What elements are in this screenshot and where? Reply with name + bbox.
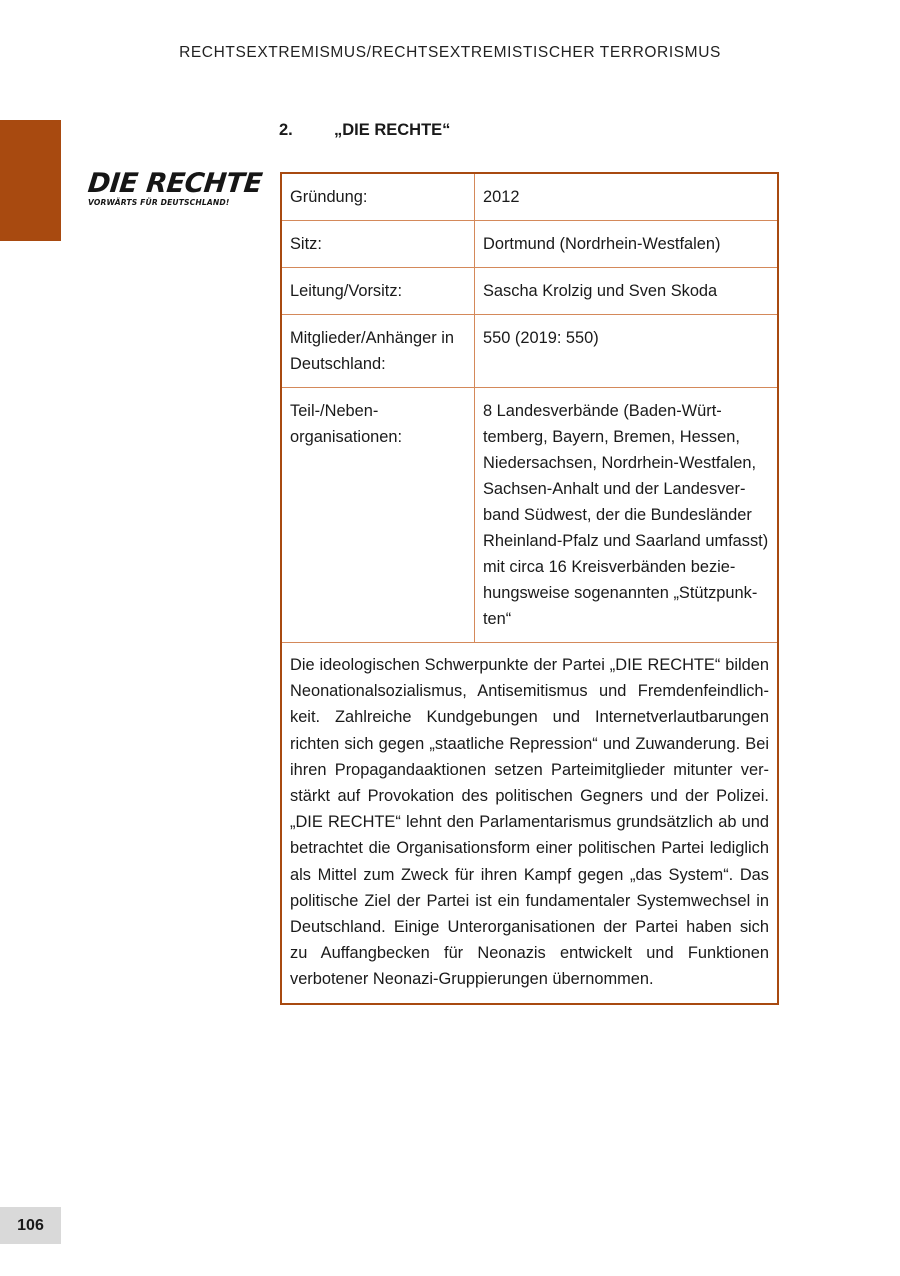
- fact-label: Leitung/Vorsitz:: [282, 268, 475, 314]
- section-heading: [279, 121, 450, 140]
- fact-value: 550 (2019: 550): [483, 329, 599, 347]
- fact-label: Gründung:: [282, 174, 475, 220]
- fact-value: Dortmund (Nordrhein-Westfalen): [483, 235, 721, 253]
- section-number: 2.: [279, 121, 293, 139]
- chapter-color-tab: [0, 120, 61, 241]
- fact-box: [280, 172, 779, 1005]
- fact-row-leadership: [282, 268, 777, 315]
- logo-wordmark: DIE RECHTE: [86, 168, 264, 199]
- fact-label: Teil-/Nebenorganisationen:: [282, 388, 475, 642]
- page-number: 106: [0, 1207, 61, 1244]
- fact-row-founding: [282, 174, 777, 221]
- fact-value: 8 Landesverbände (Baden-Württemberg, Bayern, Bremen, Hessen, Niedersachsen, Nordrhein-Westfalen, Sachsen-Anhalt und der Landesverband Südwest, der die Bundesländer Rheinland-Pfalz und Saarland umfasst) mit circa 16 Kreisverbänden beziehungsweise sogenannten „Stützpunkten“: [483, 402, 769, 628]
- section-title: „DIE RECHTE“: [334, 121, 451, 139]
- fact-value: 2012: [483, 188, 520, 206]
- fact-row-seat: [282, 221, 777, 268]
- description-paragraph: Die ideologischen Schwerpunkte der Partei „DIE RECHTE“ bilden Neonationalsozialismus, Antisemitismus und Fremdenfeindlichkeit. Zahlreiche Kundgebungen und Internetverlautbarungen richten sich gegen „staatliche Repression“ und Zuwanderung. Bei ihren Propagandaaktionen setzen Parteimitglieder mitunter verstärkt auf Provokation des politischen Gegners und der Polizei. „DIE RECHTE“ lehnt den Parlamentarismus grundsätzlich ab und betrachtet die Organisationsform einer politischen Partei lediglich als Mittel zum Zweck für ihren Kampf gegen „das System“. Das politische Ziel der Partei ist ein fundamentaler Systemwechsel in Deutschland. Einige Unterorganisationen der Partei haben sich zu Auffangbecken für Neonazis entwickelt und Funktionen verbotener Neonazi-Gruppierungen übernommen.: [290, 656, 769, 989]
- running-header: RECHTSEXTREMISMUS/RECHTSEXTREMISTISCHER TERRORISMUS: [179, 44, 721, 61]
- logo-slogan: VORWÄRTS FÜR DEUTSCHLAND!: [88, 198, 230, 207]
- fact-row-members: [282, 315, 777, 388]
- fact-label: Mitglieder/Anhänger in Deutschland:: [282, 315, 475, 387]
- fact-row-suborganisations: [282, 388, 777, 643]
- fact-label: Sitz:: [282, 221, 475, 267]
- fact-value: Sascha Krolzig und Sven Skoda: [483, 282, 718, 300]
- party-logo: [86, 168, 264, 208]
